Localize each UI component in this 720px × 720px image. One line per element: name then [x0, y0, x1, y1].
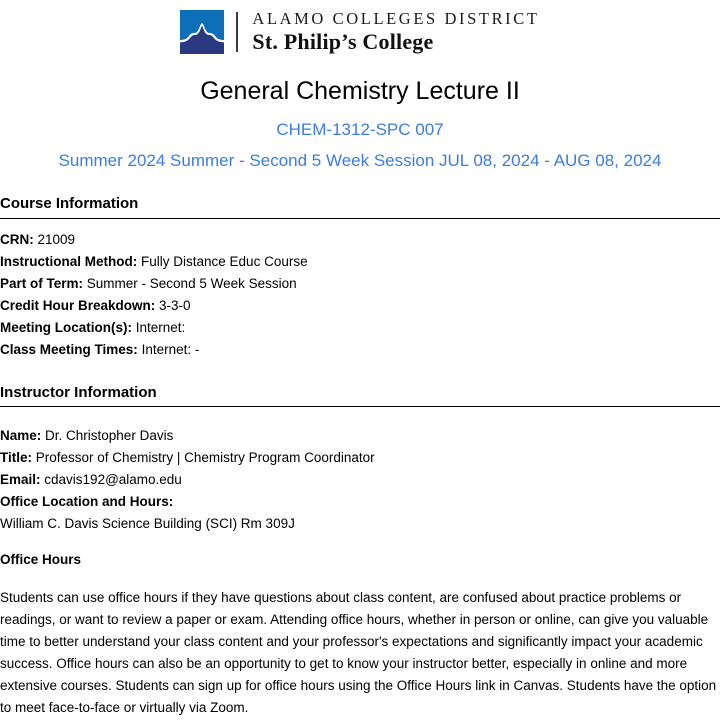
- field-label: Office Location and Hours:: [0, 494, 174, 510]
- alamo-colleges-dome-logo-icon: [180, 10, 224, 54]
- field-label: Meeting Location(s):: [0, 319, 132, 335]
- field-label: Title:: [0, 450, 33, 466]
- office-hours-paragraph: Students can use office hours if they have questions about class content, are confused about practice problems or readings, or want to review a paper or exam. Attending office hours, whether in person or online, can give you valuable time to better understand your class content and your professor's expectations and significantly impact your academic success. Office hours can also be an opportunity to get to know your instructor better, especially in online and more extensive courses. Students can sign up for office hours using the Office Hours link in Canvas. Students have the option to meet face-to-face or virtually via Zoom.: [0, 590, 717, 716]
- field-crn: [0, 229, 720, 251]
- masthead: [0, 0, 720, 60]
- field-value: cdavis192@alamo.edu: [44, 472, 182, 488]
- course-information-heading: Course Information: [0, 195, 139, 213]
- section-divider: [0, 218, 720, 219]
- field-label: Instructional Method:: [0, 253, 138, 269]
- field-part-of-term: [0, 273, 720, 295]
- field-value: Internet: -: [141, 341, 200, 357]
- field-label: Email:: [0, 472, 41, 488]
- field-label: Name:: [0, 428, 42, 444]
- office-location-label: [0, 491, 720, 513]
- course-code-link[interactable]: CHEM-1312-SPC 007: [276, 120, 444, 140]
- field-value: Fully Distance Educ Course: [141, 253, 308, 269]
- field-value: Summer - Second 5 Week Session: [86, 275, 297, 291]
- field-meeting-locations: [0, 317, 720, 339]
- course-information-section: [0, 194, 720, 361]
- college-name: St. Philip’s College: [252, 28, 434, 54]
- field-label: Class Meeting Times:: [0, 341, 138, 357]
- page-title: General Chemistry Lecture II: [200, 77, 520, 105]
- office-location-value: William C. Davis Science Building (SCI) Rm 309J: [0, 516, 295, 532]
- field-instructional-method: [0, 251, 720, 273]
- field-instructor-title: [0, 447, 720, 469]
- logo-divider: [236, 12, 238, 52]
- field-instructor-name: [0, 425, 720, 447]
- field-label: CRN:: [0, 231, 34, 247]
- field-class-meeting-times: [0, 339, 720, 361]
- field-value: 21009: [37, 231, 76, 247]
- office-hours-heading: Office Hours: [0, 552, 82, 568]
- instructor-information-heading: Instructor Information: [0, 383, 157, 401]
- field-label: Credit Hour Breakdown:: [0, 297, 156, 313]
- logo-wordmark: [252, 11, 539, 53]
- district-name: ALAMO COLLEGES DISTRICT: [252, 9, 540, 29]
- field-value: Professor of Chemistry | Chemistry Program Coordinator: [35, 450, 375, 466]
- section-divider: [0, 406, 720, 407]
- alamo-colleges-logo-lockup: [180, 10, 539, 54]
- spacer: [0, 417, 720, 425]
- field-credit-hour-breakdown: [0, 295, 720, 317]
- field-value: Dr. Christopher Davis: [45, 428, 174, 444]
- field-value: 3-3-0: [159, 297, 191, 313]
- field-value: Internet:: [135, 319, 186, 335]
- course-term-link[interactable]: Summer 2024 Summer - Second 5 Week Session JUL 08, 2024 - AUG 08, 2024: [58, 151, 662, 171]
- field-label: Part of Term:: [0, 275, 84, 291]
- instructor-information-section: [0, 383, 720, 720]
- field-instructor-email: [0, 469, 720, 491]
